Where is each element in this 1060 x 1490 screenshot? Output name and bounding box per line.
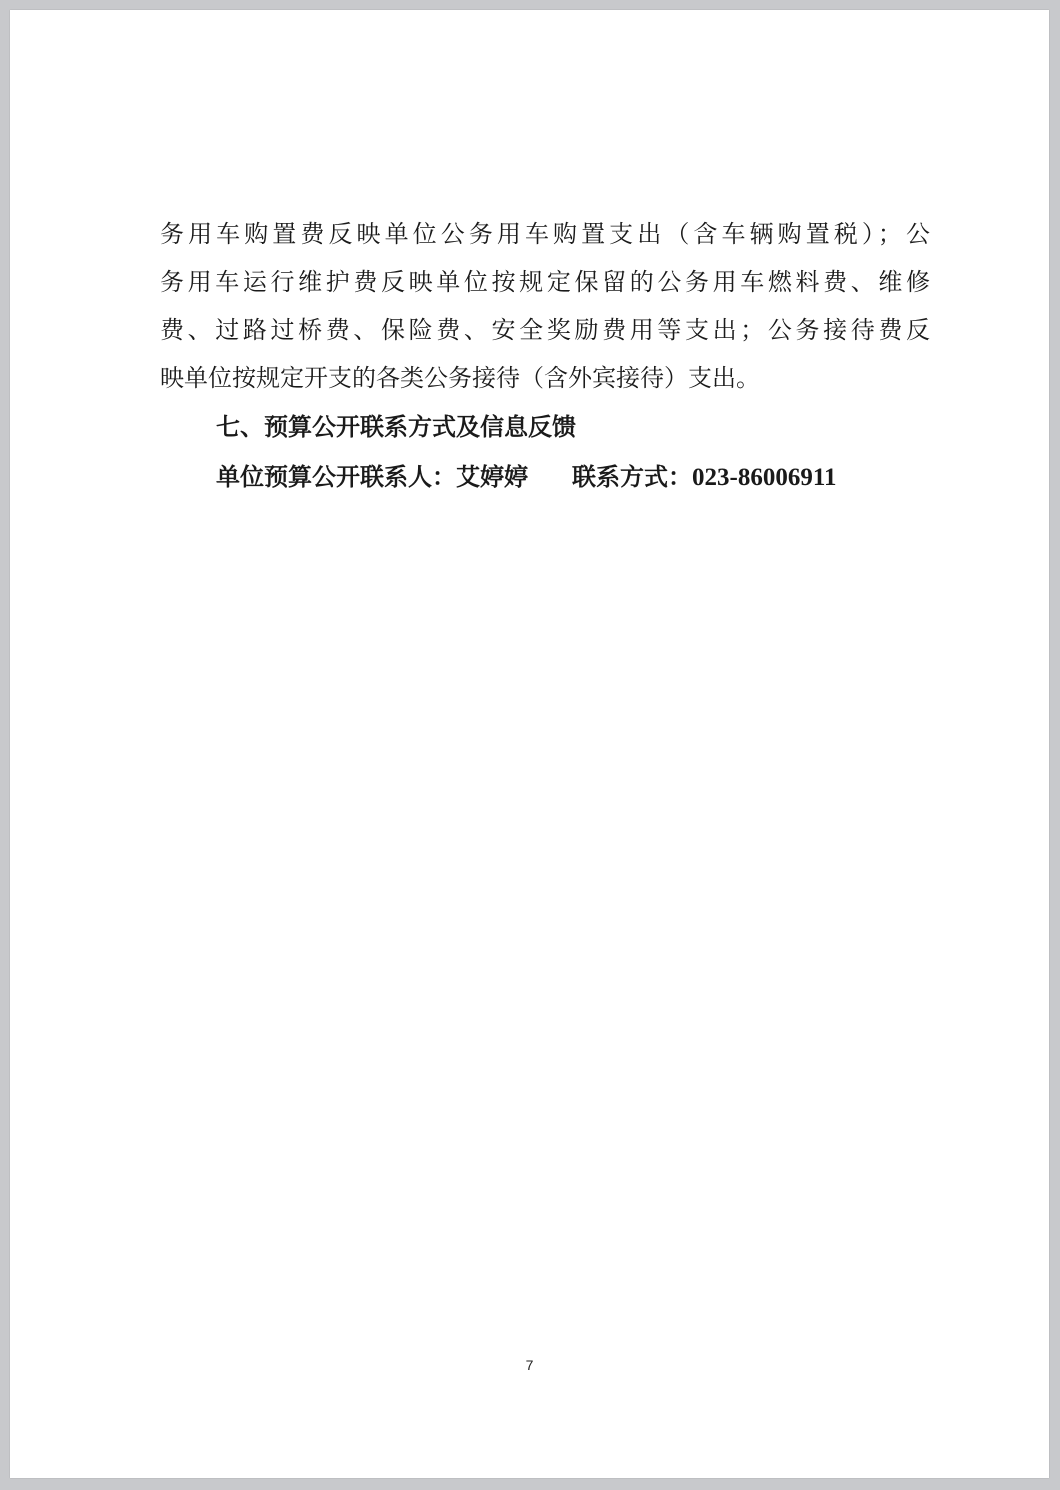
body-text — [160, 210, 930, 502]
contact-line — [160, 452, 930, 502]
page-number: 7 — [525, 1357, 534, 1373]
paragraph-line-2: 务用车运行维护费反映单位按规定保留的公务用车燃料费、维修 — [160, 268, 930, 296]
document-page — [10, 10, 1049, 1478]
paragraph-line-3: 费、过路过桥费、保险费、安全奖励费用等支出；公务接待费反 — [160, 316, 930, 344]
contact-phone: 023-86006911 — [692, 464, 837, 491]
paragraph-line-1: 务用车购置费反映单位公务用车购置支出（含车辆购置税）；公 — [160, 220, 930, 248]
paragraph-line-4: 映单位按规定开支的各类公务接待（含外宾接待）支出。 — [160, 364, 760, 392]
section-heading: 七、预算公开联系方式及信息反馈 — [216, 413, 576, 441]
contact-person: 单位预算公开联系人：艾婷婷 — [216, 462, 528, 491]
contact-method-label: 联系方式： — [572, 462, 692, 491]
